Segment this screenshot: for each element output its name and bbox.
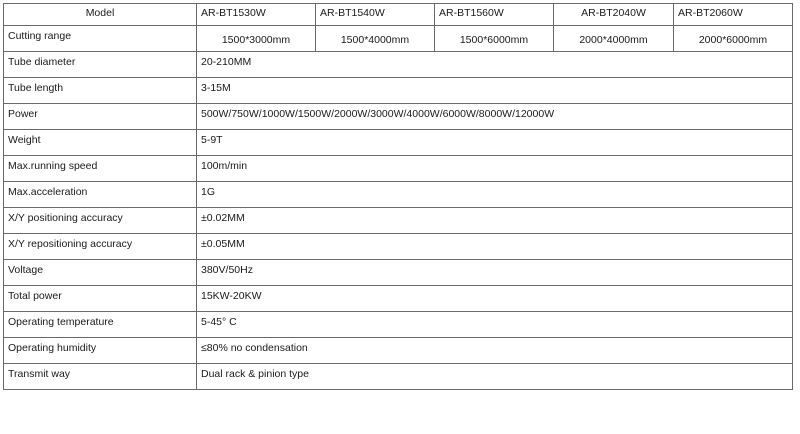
row-value: 20-210MM bbox=[197, 52, 793, 78]
table-row bbox=[4, 286, 793, 312]
row-value: ≤80% no condensation bbox=[197, 338, 793, 364]
table-header-row bbox=[4, 4, 793, 26]
table-row bbox=[4, 208, 793, 234]
table-row bbox=[4, 52, 793, 78]
row-label: Operating humidity bbox=[4, 338, 197, 364]
row-value: 1500*6000mm bbox=[435, 26, 554, 52]
table-row bbox=[4, 312, 793, 338]
row-value: 3-15M bbox=[197, 78, 793, 104]
table-row bbox=[4, 130, 793, 156]
header-model-4: AR-BT2040W bbox=[554, 4, 674, 26]
table-row bbox=[4, 78, 793, 104]
table-row-cutting-range bbox=[4, 26, 793, 52]
table-row bbox=[4, 234, 793, 260]
table-row bbox=[4, 104, 793, 130]
table-row bbox=[4, 338, 793, 364]
row-label: Voltage bbox=[4, 260, 197, 286]
row-label: Cutting range bbox=[4, 26, 197, 52]
header-model-2: AR-BT1540W bbox=[316, 4, 435, 26]
spec-table bbox=[3, 3, 793, 390]
row-label: Transmit way bbox=[4, 364, 197, 390]
row-label: Max.acceleration bbox=[4, 182, 197, 208]
row-label: Tube length bbox=[4, 78, 197, 104]
header-model-3: AR-BT1560W bbox=[435, 4, 554, 26]
row-label: X/Y repositioning accuracy bbox=[4, 234, 197, 260]
row-value: 2000*6000mm bbox=[674, 26, 793, 52]
table-row bbox=[4, 182, 793, 208]
row-label: Total power bbox=[4, 286, 197, 312]
row-value: 2000*4000mm bbox=[554, 26, 674, 52]
row-value: Dual rack & pinion type bbox=[197, 364, 793, 390]
row-value: 5-9T bbox=[197, 130, 793, 156]
spec-table-container bbox=[3, 3, 793, 390]
table-row bbox=[4, 156, 793, 182]
row-value: ±0.05MM bbox=[197, 234, 793, 260]
row-value: 1500*3000mm bbox=[197, 26, 316, 52]
row-value: ±0.02MM bbox=[197, 208, 793, 234]
table-row bbox=[4, 260, 793, 286]
row-label: Weight bbox=[4, 130, 197, 156]
row-value: 5-45° C bbox=[197, 312, 793, 338]
row-label: Tube diameter bbox=[4, 52, 197, 78]
table-row bbox=[4, 364, 793, 390]
row-label: Operating temperature bbox=[4, 312, 197, 338]
header-model-label: Model bbox=[4, 4, 197, 26]
row-value: 100m/min bbox=[197, 156, 793, 182]
row-value: 380V/50Hz bbox=[197, 260, 793, 286]
row-label: Max.running speed bbox=[4, 156, 197, 182]
row-label: Power bbox=[4, 104, 197, 130]
row-value: 500W/750W/1000W/1500W/2000W/3000W/4000W/6000W/8000W/12000W bbox=[197, 104, 793, 130]
header-model-1: AR-BT1530W bbox=[197, 4, 316, 26]
row-value: 15KW-20KW bbox=[197, 286, 793, 312]
row-value: 1500*4000mm bbox=[316, 26, 435, 52]
row-value: 1G bbox=[197, 182, 793, 208]
row-label: X/Y positioning accuracy bbox=[4, 208, 197, 234]
header-model-5: AR-BT2060W bbox=[674, 4, 793, 26]
